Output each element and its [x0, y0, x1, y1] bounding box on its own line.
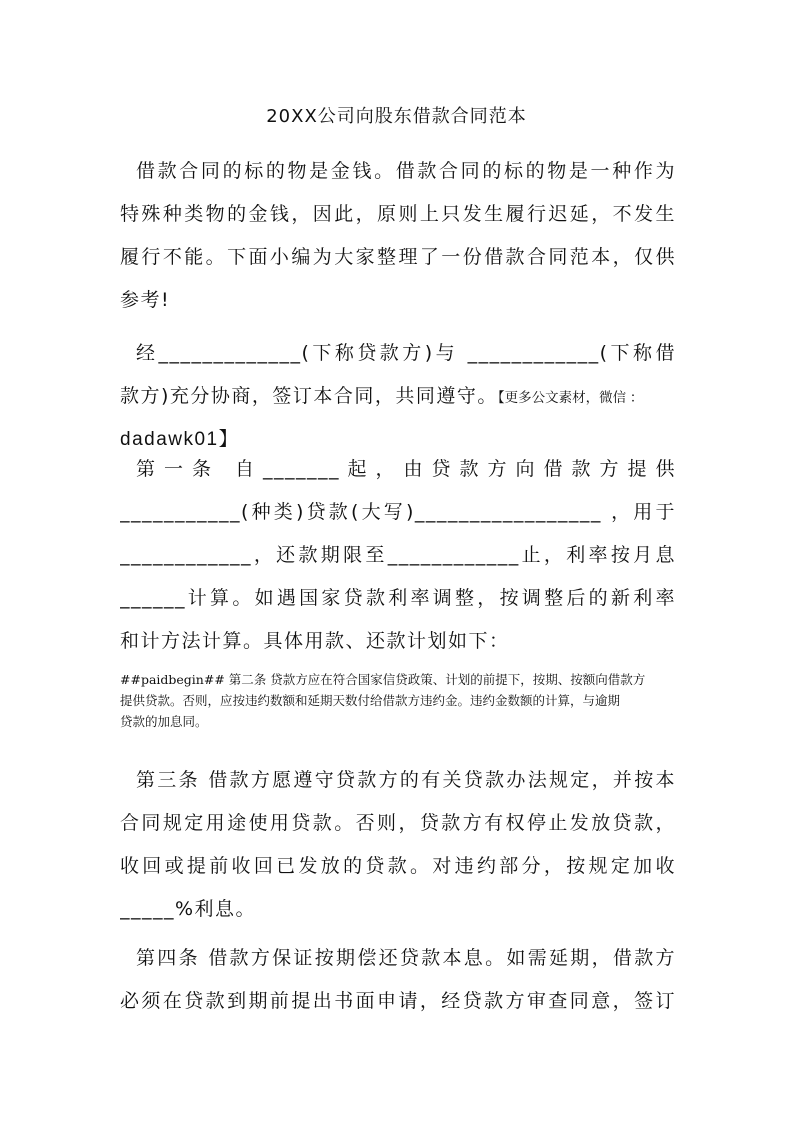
article-1-line: ______计算。如遇国家贷款利率调整，按调整后的新利率	[120, 587, 676, 609]
article-2-line: ##paidbegin## 第二条 贷款方应在符合国家信贷政策、计划的前提下，按期、按额向借款方	[120, 672, 646, 687]
article-1-line: 第一条 自_______起，由贷款方向借款方提供	[136, 458, 676, 480]
intro-line: 履行不能。下面小编为大家整理了一份借款合同范本，仅供	[120, 246, 676, 268]
intro-line: 参考!	[120, 289, 171, 311]
document-title: 20XX公司向股东借款合同范本	[266, 106, 527, 127]
article-4-line: 第四条 借款方保证按期偿还贷款本息。如需延期，借款方	[136, 947, 676, 969]
article-1-line: ____________，还款期限至____________止，利率按月息	[120, 544, 676, 566]
article-3-line: 第三条 借款方愿遵守贷款方的有关贷款办法规定，并按本	[136, 769, 676, 791]
intro-line: 特殊种类物的金钱，因此，原则上只发生履行迟延，不发生	[120, 203, 676, 225]
article-3-line: 收回或提前收回已发放的贷款。对违约部分，按规定加收	[120, 855, 676, 877]
preamble-text: 款方)充分协商，签订本合同，共同遵守。	[120, 385, 498, 407]
article-3	[120, 759, 676, 931]
article-3-line: 合同规定用途使用贷款。否则，贷款方有权停止发放贷款，	[120, 812, 676, 834]
preamble-paragraph	[120, 332, 676, 461]
article-4-line: 必须在贷款到期前提出书面申请，经贷款方审查同意，签订	[120, 990, 676, 1012]
article-2-line: 贷款的加息同。	[120, 714, 208, 729]
intro-line: 借款合同的标的物是金钱。借款合同的标的物是一种作为	[136, 160, 676, 182]
article-4	[120, 937, 676, 1023]
preamble-line	[120, 375, 676, 418]
article-2	[120, 669, 676, 732]
article-1-line: ___________(种类)贷款(大写)_________________ ，用于	[120, 501, 676, 523]
article-1	[120, 448, 676, 663]
preamble-line: 经_____________(下称贷款方)与 ____________(下称借	[136, 342, 676, 364]
wechat-note: 【更多公文素材，微信 ：	[497, 390, 644, 405]
intro-paragraph	[120, 150, 676, 322]
article-1-line: 和计方法计算。具体用款、还款计划如下：	[120, 630, 510, 652]
wechat-id: dadawk01】	[120, 429, 240, 450]
article-3-line: _____%利息。	[120, 898, 257, 920]
article-2-line: 提供贷款。否则，应按违约数额和延期天数付给借款方违约金。违约金数额的计算，与逾期	[120, 693, 621, 708]
